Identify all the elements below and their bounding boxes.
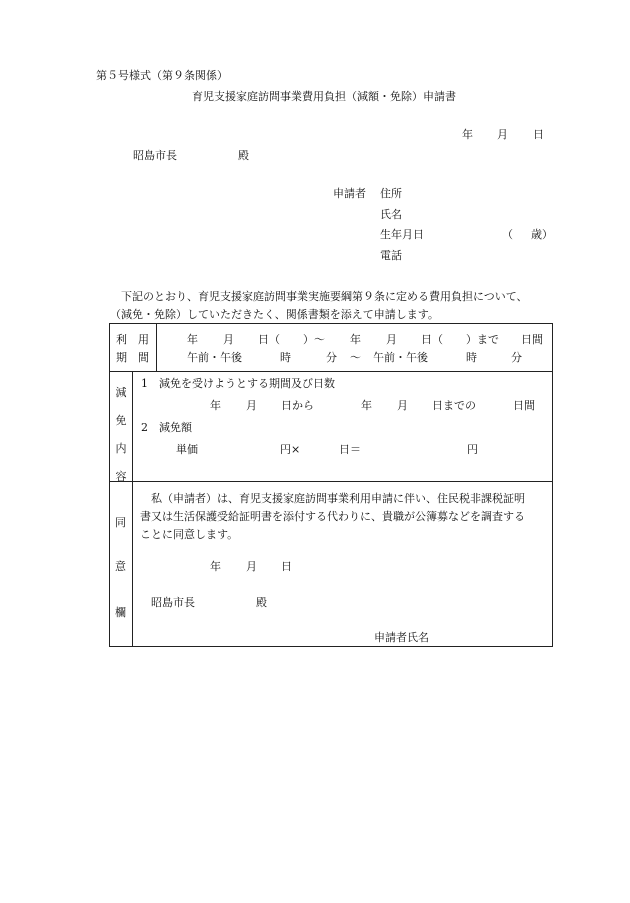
usage-start-close: ）～ [303,333,325,346]
consent-addressee: 昭島市長 [151,596,195,609]
date-day: 日 [533,128,544,141]
addressee-name: 昭島市長 [133,149,177,162]
usage-end-day: 日（ [421,333,443,346]
application-table [109,323,553,647]
total-yen: 円 [467,443,478,456]
usage-end-month: 月 [386,333,397,346]
reduction-period-end-month: 月 [397,399,408,412]
consent-honorific: 殿 [256,596,267,609]
consent-text [140,490,548,544]
usage-start-hour: 時 [280,351,291,364]
consent-label-char: 同 [115,516,126,529]
table-divider [110,481,552,482]
reduction-label [110,384,132,484]
reduction-label-char: 容 [115,470,127,483]
page-title: 育児支援家庭訪問事業費用負担（減額・免除）申請書 [192,90,456,103]
reduction-period-until: 日までの [432,399,476,412]
unit-price-yen-times: 円× [280,443,301,456]
usage-start-day: 日（ [258,333,280,346]
reduction-period-from: 日から [281,399,314,412]
applicant-age-open: （ [502,228,513,241]
reduction-label-char: 減 [115,386,127,399]
intro-paragraph [110,288,570,324]
consent-label-char: 意 [115,560,126,573]
days-equals: 日＝ [339,443,361,456]
usage-days: 日間 [521,333,543,346]
usage-start-year: 年 [187,333,198,346]
reduction-period-year: 年 [210,399,221,412]
unit-price-label: 単価 [176,443,198,456]
consent-text-line-1: 私（申請者）は、育児支援家庭訪問事業利用申請に伴い、住民税非課税証明 [151,492,525,505]
table-divider [156,324,157,371]
usage-period-label-1b: 用 [138,333,149,346]
reduction-label-char: 免 [115,414,127,427]
date-year: 年 [462,128,473,141]
usage-end-minute: 分 [511,351,522,364]
intro-line-1: 下記のとおり、育児支援家庭訪問事業実施要綱第９条に定める費用負担について、 [121,290,528,303]
reduction-label-char: 内 [115,442,127,455]
intro-line-2: （減免・免除）していただきたく、関係書類を添えて申請します。 [110,308,439,321]
applicant-age-close: 歳） [531,228,553,241]
addressee-honorific: 殿 [238,149,249,162]
reduction-period-month: 月 [246,399,257,412]
date-month: 月 [497,128,508,141]
applicant-phone-label: 電話 [380,249,402,262]
reduction-item-2: 2 減免額 [141,421,192,434]
applicant-address-label: 住所 [380,187,402,200]
consent-text-line-3: ことに同意します。 [140,528,239,541]
consent-label-char: 欄 [115,606,126,619]
usage-period-label-2b: 間 [138,351,149,364]
usage-end-close: ）まで [466,333,499,346]
applicant-label: 申請者 [333,187,366,200]
usage-end-year: 年 [350,333,361,346]
consent-date-month: 月 [246,560,257,573]
signature-label: 申請者氏名 [374,631,429,644]
usage-end-hour: 時 [466,351,477,364]
table-divider [132,371,133,646]
usage-start-month: 月 [223,333,234,346]
usage-period-label-2a: 期 [116,351,127,364]
usage-end-ampm: 午前・午後 [373,351,428,364]
reduction-period-end-year: 年 [361,399,372,412]
usage-start-minute: 分 [326,351,337,364]
form-number: 第５号様式（第９条関係） [96,69,228,82]
applicant-birthdate-label: 生年月日 [380,228,424,241]
reduction-item-1: 1 減免を受けようとする期間及び日数 [141,377,335,390]
usage-period-label-1a: 利 [116,333,127,346]
reduction-period-days: 日間 [513,399,535,412]
usage-start-ampm: 午前・午後 [187,351,242,364]
consent-text-line-2: 書又は生活保護受給証明書を添付する代わりに、貴職が公簿募などを調査する [140,510,525,523]
usage-range-tilde: ～ [350,351,361,364]
table-divider [110,371,552,372]
consent-date-year: 年 [210,560,221,573]
consent-date-day: 日 [281,560,292,573]
applicant-name-label: 氏名 [380,208,402,221]
